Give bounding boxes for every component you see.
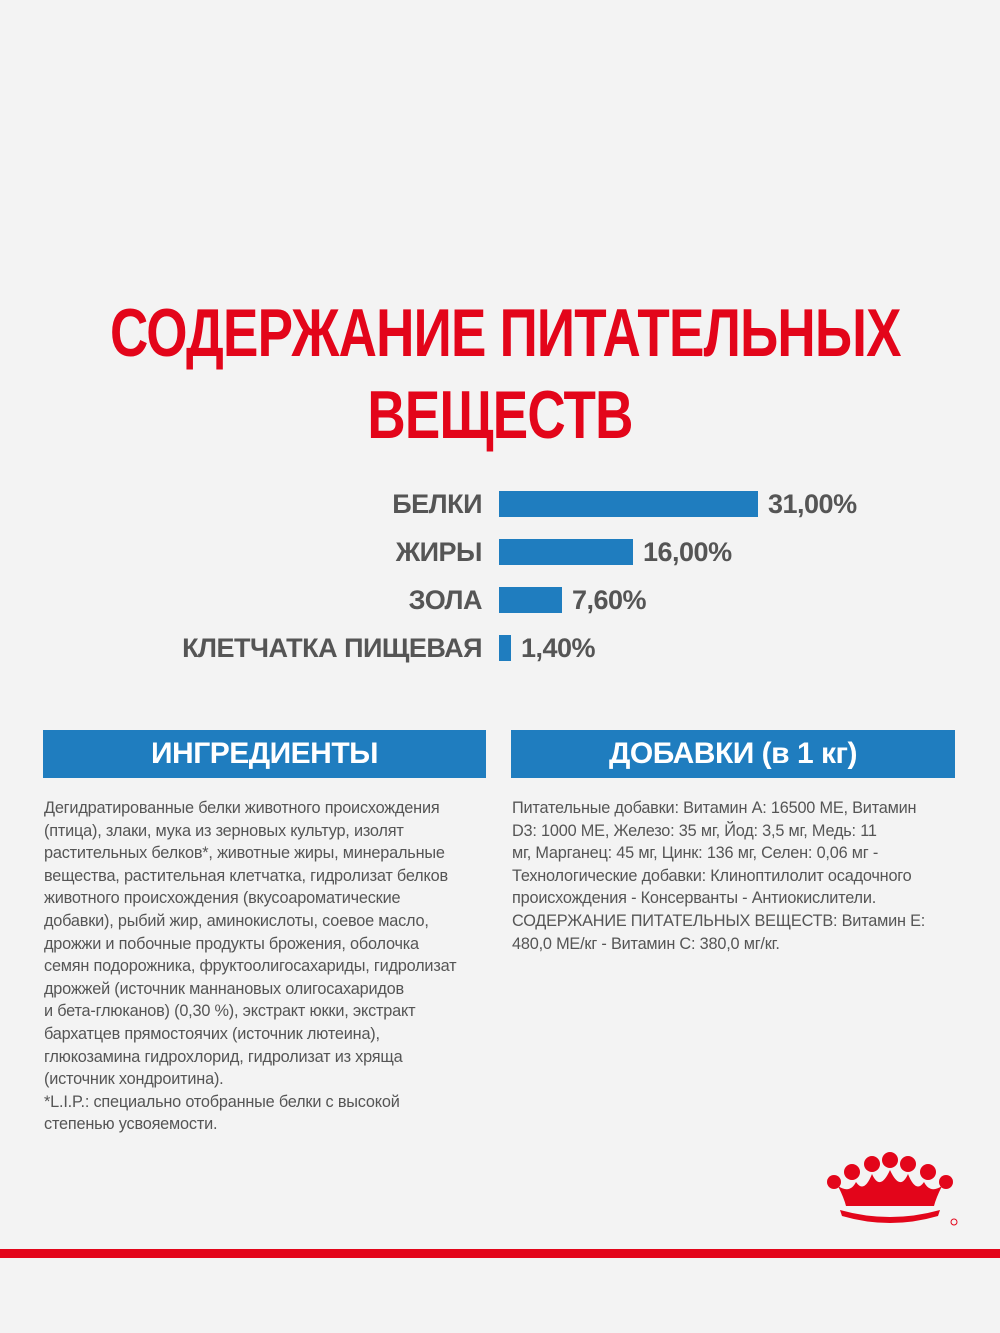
- bar-category-label: КЛЕТЧАТКА ПИЩЕВАЯ: [182, 633, 482, 663]
- bar: [499, 587, 562, 613]
- ingredients-line: степенью усвояемости.: [44, 1115, 218, 1134]
- additives-text: [512, 797, 952, 955]
- ingredients-line: (птица), злаки, мука из зерновых культур, изолят: [44, 821, 404, 840]
- bar-row: [0, 532, 1000, 572]
- bar-value-label: 16,00%: [643, 537, 732, 567]
- ingredients-line: животного происхождения (вкусоароматические: [44, 889, 401, 908]
- additives-line: D3: 1000 МЕ, Железо: 35 мг, Йод: 3,5 мг, Медь: 11: [512, 821, 877, 840]
- ingredients-line: бархатцев прямостоячих (источник лютеина),: [44, 1024, 380, 1043]
- bar-category-label: ЗОЛА: [408, 585, 482, 615]
- bar: [499, 635, 511, 661]
- ingredients-line: дрожжи и побочные продукты брожения, оболочка: [44, 934, 419, 953]
- bar-value-label: 31,00%: [768, 489, 857, 519]
- bar-category-label: БЕЛКИ: [392, 489, 482, 519]
- additives-line: мг, Марганец: 45 мг, Цинк: 136 мг, Селен: 0,06 мг -: [512, 844, 879, 863]
- page-title: [110, 292, 901, 456]
- ingredients-line: *L.I.P.: специально отобранные белки с высокой: [44, 1092, 400, 1111]
- ingredients-text: [44, 797, 494, 1136]
- title-line-2: ВЕЩЕСТВ: [367, 377, 633, 453]
- additives-line: происхождения - Консерванты - Антиокислители.: [512, 889, 877, 908]
- bar-value-label: 7,60%: [572, 585, 647, 615]
- ingredients-line: и бета-глюканов) (0,30 %), экстракт юкки, экстракт: [44, 1002, 416, 1021]
- additives-line: Питательные добавки: Витамин А: 16500 МЕ, Витамин: [512, 799, 917, 817]
- additives-line: Технологические добавки: Клиноптилолит осадочного: [512, 866, 912, 885]
- bar-row: [0, 484, 1000, 524]
- bar: [499, 491, 758, 517]
- bar-category-label: ЖИРЫ: [395, 537, 482, 567]
- additives-line: СОДЕРЖАНИЕ ПИТАТЕЛЬНЫХ ВЕЩЕСТВ: Витамин E:: [512, 911, 926, 930]
- bar: [499, 539, 633, 565]
- ingredients-line: вещества, растительная клетчатка, гидролизат белков: [44, 866, 448, 885]
- ingredients-line: растительных белков*, животные жиры, минеральные: [44, 844, 445, 863]
- royal-canin-crown-logo: [820, 1152, 960, 1232]
- ingredients-heading: ИНГРЕДИЕНТЫ: [43, 730, 486, 778]
- ingredients-line: Дегидратированные белки животного происхождения: [44, 799, 440, 817]
- bar-row: [0, 580, 1000, 620]
- ingredients-line: дрожжей (источник маннановых олигосахаридов: [44, 979, 404, 998]
- bottom-red-stripe: [0, 1249, 1000, 1258]
- bar-value-label: 1,40%: [521, 633, 596, 663]
- ingredients-line: семян подорожника, фруктоолигосахариды, гидролизат: [44, 957, 457, 976]
- ingredients-line: глюкозамина гидрохлорид, гидролизат из хряща: [44, 1047, 403, 1066]
- ingredients-line: добавки), рыбий жир, аминокислоты, соевое масло,: [44, 911, 429, 930]
- bar-row: [0, 628, 1000, 668]
- title-line-1: СОДЕРЖАНИЕ ПИТАТЕЛЬНЫХ: [110, 295, 901, 371]
- ingredients-line: (источник хондроитина).: [44, 1070, 224, 1089]
- additives-heading: ДОБАВКИ (в 1 кг): [511, 730, 955, 778]
- additives-line: 480,0 МЕ/кг - Витамин С: 380,0 мг/кг.: [512, 934, 780, 953]
